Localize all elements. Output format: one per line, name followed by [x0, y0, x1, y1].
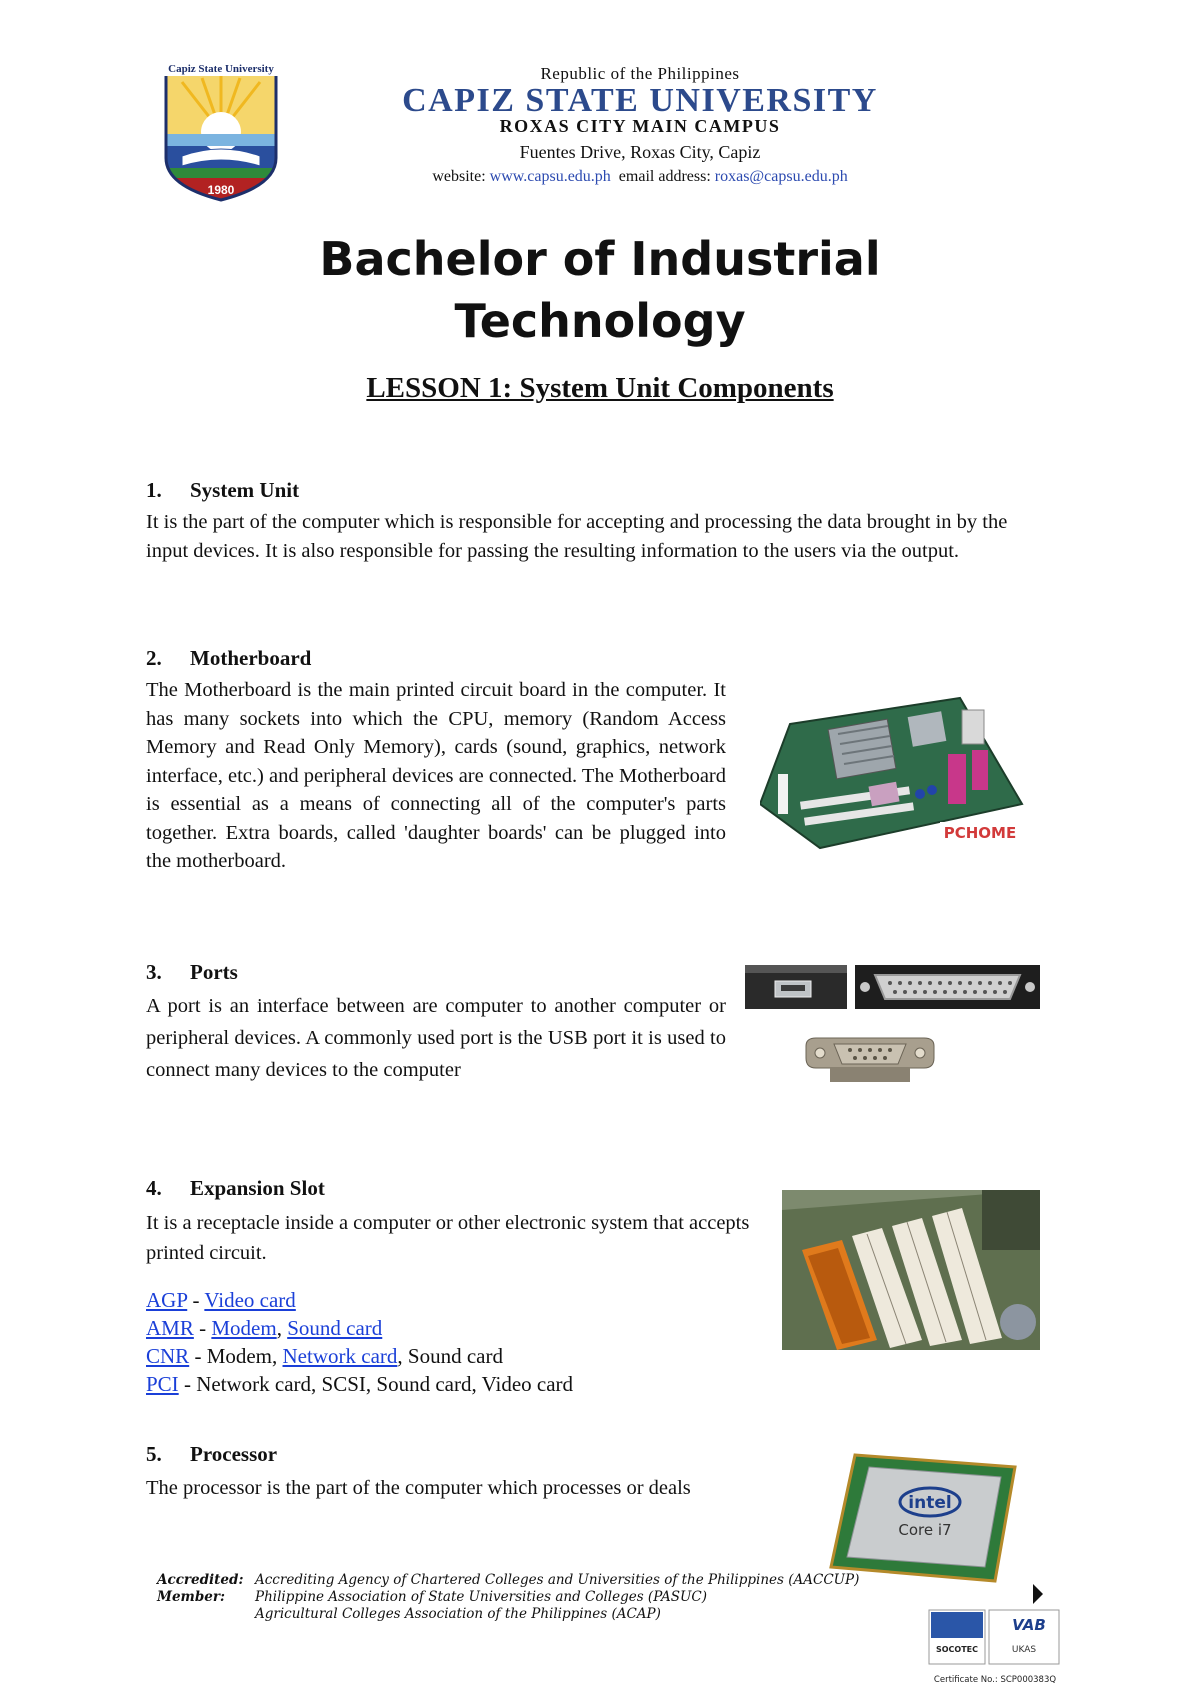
campus-name: ROXAS CITY MAIN CAMPUS	[499, 116, 781, 136]
email-label: email address:	[618, 168, 711, 185]
motherboard-image	[760, 694, 1028, 852]
section-body-ports: A port is an interface between are computer to another computer or peripheral devices. A commonly used port is the USB port it is used to connect many devices to the computer	[146, 995, 726, 1081]
serial-port-image	[800, 1028, 940, 1093]
accreditation-footer	[157, 1572, 860, 1624]
separator: -	[178, 1372, 197, 1396]
slot-link[interactable]: PCI	[146, 1372, 179, 1396]
section-number: 1.	[146, 478, 162, 502]
member-label: Member:	[157, 1589, 225, 1605]
section-heading-expansion-slot	[146, 1176, 325, 1201]
plain-text: ,	[276, 1316, 288, 1340]
cert-brand-2: UKAS	[1011, 1645, 1037, 1655]
separator: -	[189, 1344, 207, 1368]
section-body-expansion-slot: It is a receptacle inside a computer or other electronic system that accepts printed circuit.	[146, 1212, 750, 1264]
section-number: 5.	[146, 1442, 162, 1466]
section-title: Motherboard	[190, 646, 312, 670]
logo-text: Capiz State University	[168, 63, 274, 75]
slot-link[interactable]: AGP	[146, 1288, 188, 1312]
cert-number: Certificate No.: SCP000383Q	[933, 1675, 1057, 1685]
section-title: System Unit	[190, 478, 300, 502]
card-link[interactable]: Network card	[282, 1344, 398, 1368]
parallel-port-image	[855, 965, 1040, 1009]
university-name: CAPIZ STATE UNIVERSITY	[402, 82, 878, 119]
plain-text: , Sound card	[397, 1344, 503, 1368]
section-heading-system-unit	[146, 478, 299, 503]
expansion-item-agp	[146, 1286, 766, 1314]
accreditation-line-1: Accrediting Agency of Chartered Colleges and Universities of the Philippines (AACCUP)	[255, 1572, 860, 1588]
section-number: 3.	[146, 960, 162, 984]
contact-line	[330, 168, 950, 186]
slot-link[interactable]: CNR	[146, 1344, 190, 1368]
cert-brand-3: VAB	[1012, 1616, 1046, 1634]
accreditation-line-3: Agricultural Colleges Association of the Philippines (ACAP)	[255, 1606, 661, 1622]
section-body-motherboard: The Motherboard is the main printed circuit board in the computer. It has many sockets into which the CPU, memory (Random Access Memory and Read Only Memory), cards (sound, graphics, network interface, etc.) and peripheral devices are connected. The Motherboard is essential as a means of connecting all of the computer's parts together. Extra boards, called 'daughter boards' can be plugged into the motherboard.	[146, 679, 726, 872]
email-link[interactable]: roxas@capsu.edu.ph	[714, 168, 848, 185]
plain-text: Modem,	[206, 1344, 283, 1368]
section-number: 2.	[146, 646, 162, 670]
expansion-slot-image	[782, 1190, 1040, 1350]
cpu-brand: intel	[908, 1493, 952, 1513]
separator: -	[193, 1316, 212, 1340]
separator: -	[187, 1288, 205, 1312]
section-heading-processor	[146, 1442, 277, 1467]
card-link[interactable]: Sound card	[287, 1316, 383, 1340]
expansion-item-amr	[146, 1314, 766, 1342]
image-watermark: PCHOME	[943, 824, 1017, 842]
section-title: Ports	[190, 960, 238, 984]
title-line-2: Technology	[454, 294, 746, 348]
title-line-1: Bachelor of Industrial	[319, 232, 881, 286]
usb-port-image	[745, 965, 847, 1009]
university-logo	[162, 60, 280, 202]
processor-image	[825, 1447, 1025, 1587]
website-label: website:	[432, 168, 486, 185]
certification-badge	[925, 1582, 1065, 1690]
section-body-system-unit: It is the part of the computer which is responsible for accepting and processing the data brought in by the input devices. It is also responsible for passing the resulting information to the users via the output.	[146, 511, 1008, 562]
lesson-title: LESSON 1: System Unit Components	[366, 372, 834, 404]
logo-year: 1980	[207, 183, 235, 197]
republic-line: Republic of the Philippines	[540, 64, 740, 83]
section-heading-ports	[146, 960, 238, 985]
expansion-item-cnr	[146, 1342, 766, 1370]
card-link[interactable]: Video card	[204, 1288, 296, 1312]
cpu-model: Core i7	[898, 1521, 952, 1539]
expansion-slot-list	[146, 1286, 766, 1398]
card-link[interactable]: Modem	[211, 1316, 277, 1340]
slot-link[interactable]: AMR	[146, 1316, 194, 1340]
accreditation-line-2: Philippine Association of State Universities and Colleges (PASUC)	[255, 1589, 708, 1605]
section-title: Processor	[190, 1442, 278, 1466]
website-link[interactable]: www.capsu.edu.ph	[489, 168, 611, 185]
section-heading-motherboard	[146, 646, 311, 671]
accredited-label: Accredited:	[157, 1572, 244, 1588]
plain-text: Network card, SCSI, Sound card, Video card	[196, 1372, 574, 1396]
section-number: 4.	[146, 1176, 162, 1200]
document-title	[200, 228, 1000, 352]
expansion-item-pci	[146, 1370, 766, 1398]
section-title: Expansion Slot	[190, 1176, 325, 1200]
campus-address: Fuentes Drive, Roxas City, Capiz	[519, 142, 761, 162]
section-body-processor: The processor is the part of the computer which processes or deals	[146, 1477, 691, 1499]
cert-brand-1: SOCOTEC	[935, 1645, 979, 1654]
